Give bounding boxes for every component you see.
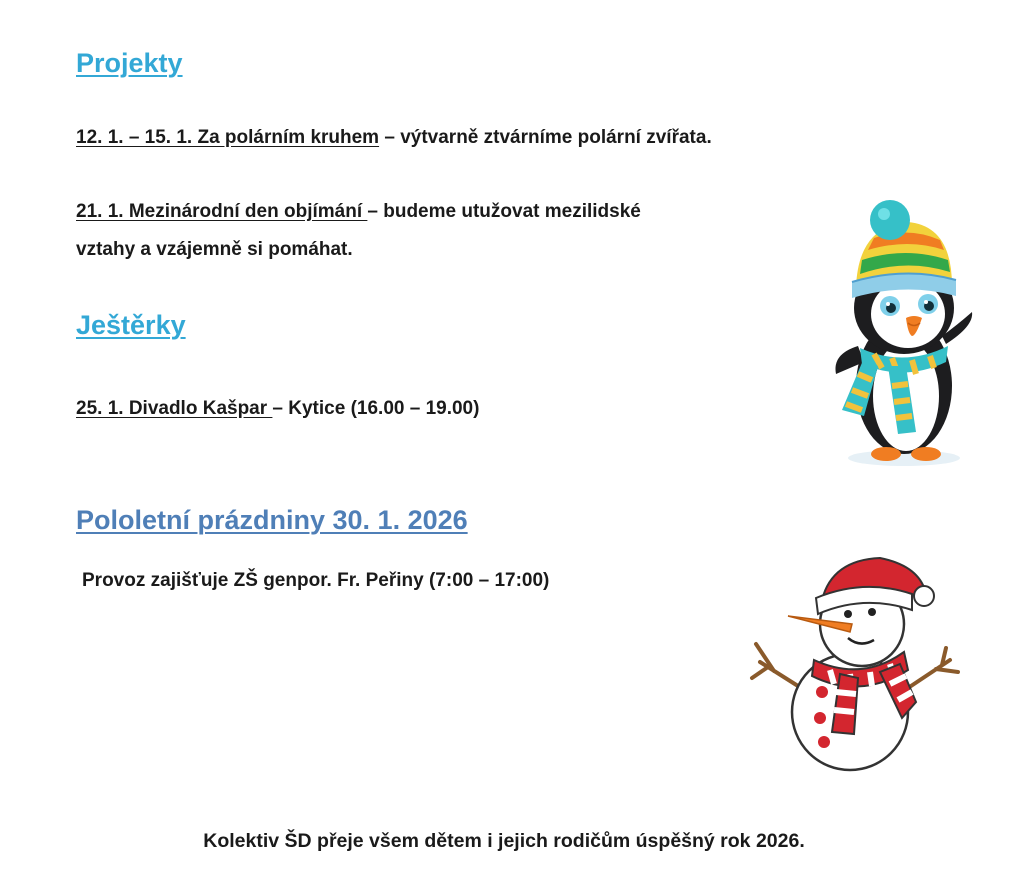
jesterky-item-text: – Kytice (16.00 – 19.00) xyxy=(272,398,480,419)
penguin-illustration xyxy=(828,196,978,471)
footer-greeting: Kolektiv ŠD přeje všem dětem i jejich rodičům úspěšný rok 2026. xyxy=(203,830,805,852)
jesterky-item-title: 25. 1. Divadlo Kašpar xyxy=(76,398,273,419)
heading-jesterky: Ještěrky xyxy=(76,310,186,340)
projekt-item-title: 12. 1. – 15. 1. Za polárním kruhem xyxy=(76,127,380,148)
jesterky-item-divadlo xyxy=(76,390,479,428)
prazdniny-text: Provoz zajišťuje ZŠ genpor. Fr. Peřiny (7:00 – 17:00) xyxy=(82,570,550,591)
heading-projekty: Projekty xyxy=(76,48,183,78)
snowman-illustration xyxy=(740,552,970,772)
heading-pololetni-prazdniny: Pololetní prázdniny 30. 1. 2026 xyxy=(76,505,468,535)
projekt-item-text-line2: vztahy a vzájemně si pomáhat. xyxy=(76,239,353,260)
projekt-item-text: – výtvarně ztvárníme polární zvířata. xyxy=(379,127,712,148)
projekt-item-den-objimani xyxy=(76,193,641,269)
projekt-item-title: 21. 1. Mezinárodní den objímání xyxy=(76,201,368,222)
projekt-item-text: – budeme utužovat mezilidské xyxy=(367,201,641,222)
projekt-item-polarni-kruh xyxy=(76,119,712,157)
